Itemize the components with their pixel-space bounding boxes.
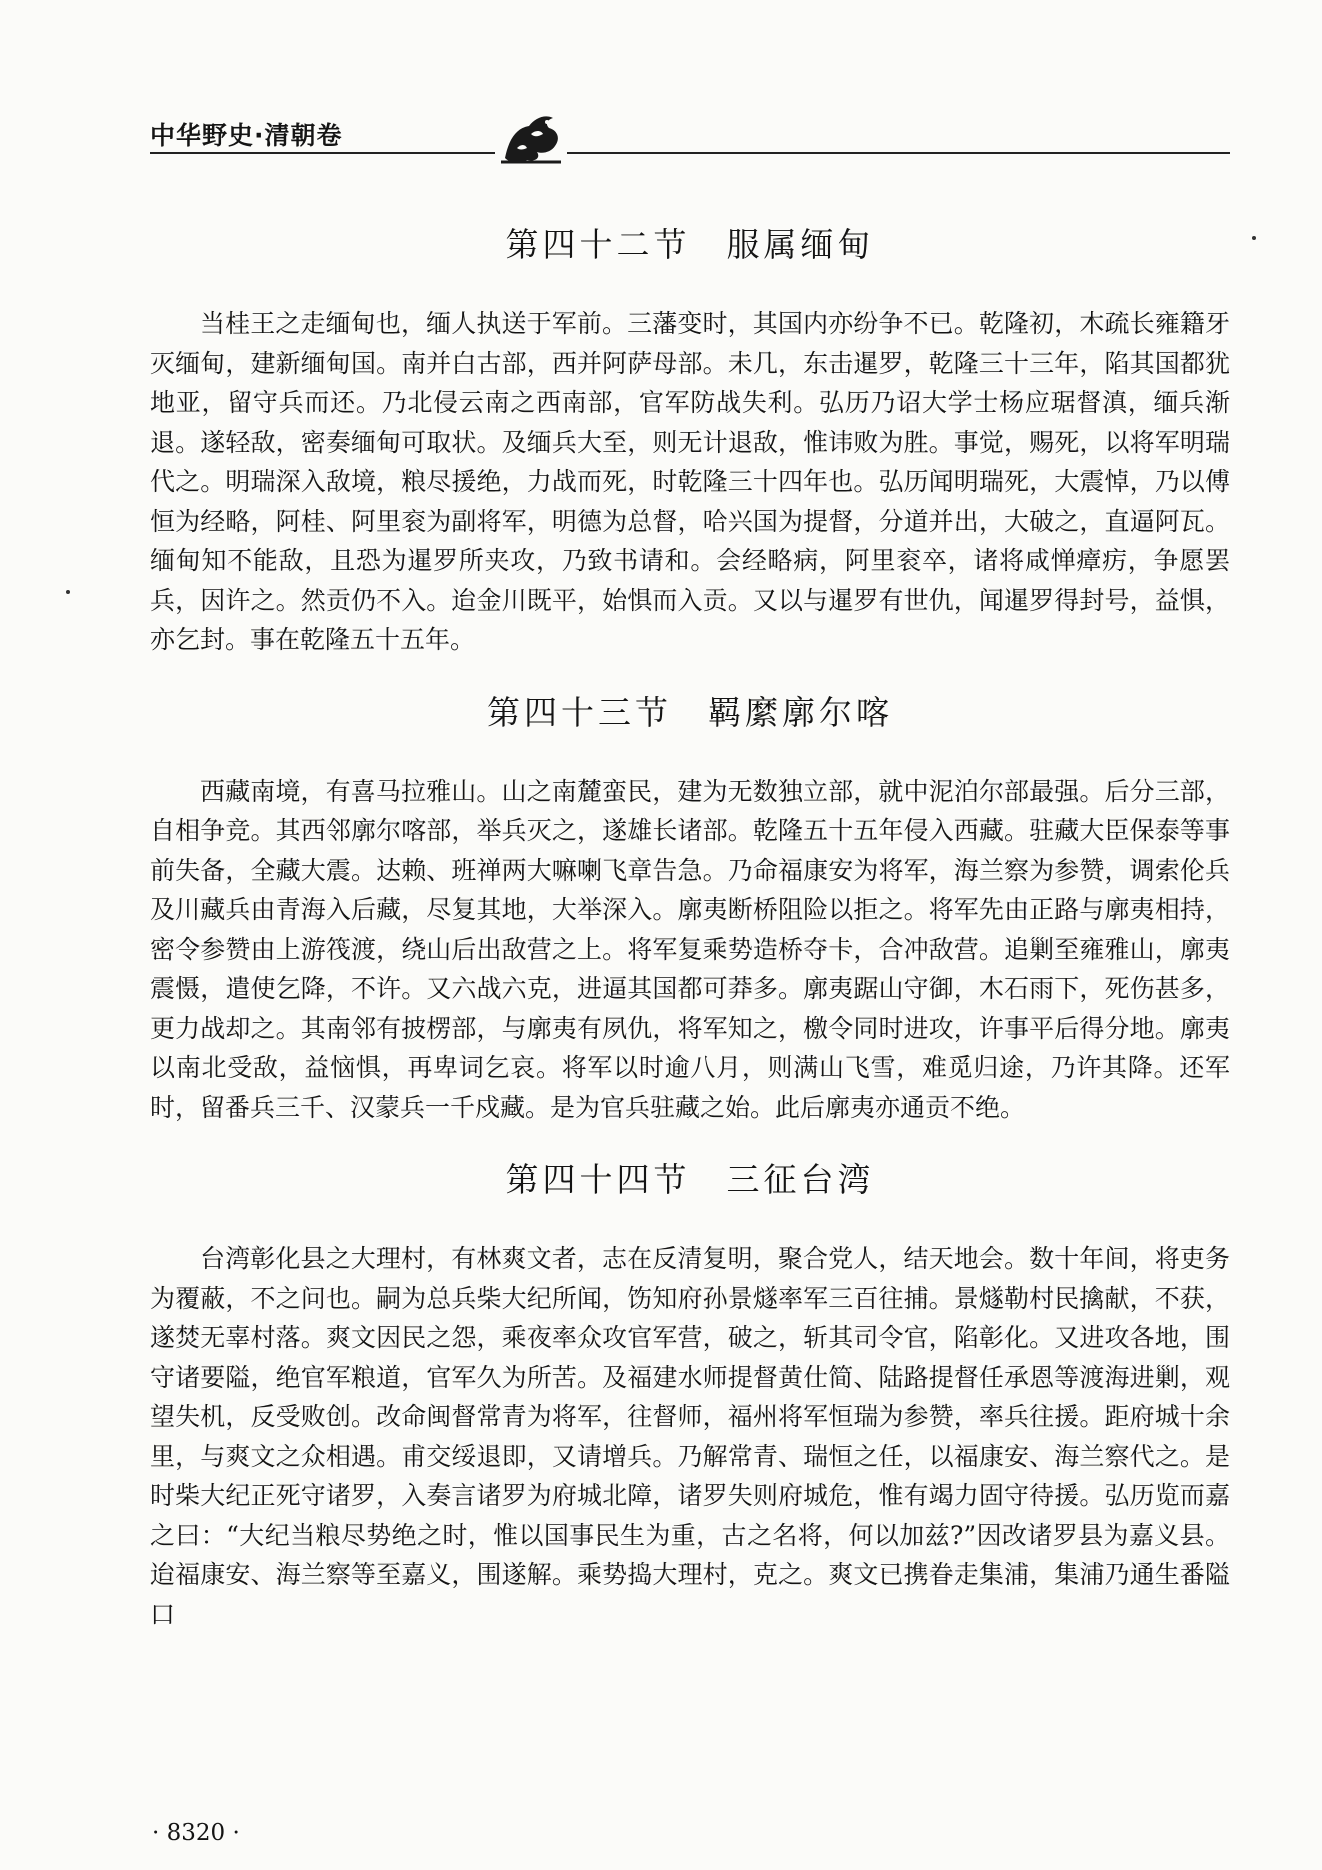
- section-44: [150, 1157, 1230, 1634]
- section-title: 三征台湾: [726, 1160, 875, 1199]
- dragon-emblem-icon: [495, 108, 567, 166]
- section-heading: [150, 690, 1230, 736]
- page-body: [150, 222, 1230, 1664]
- section-number: 第四十四节: [505, 1160, 691, 1199]
- section-43: [150, 690, 1230, 1128]
- section-paragraph: 台湾彰化县之大理村，有林爽文者，志在反清复明，聚合党人，结天地会。数十年间，将吏务为覆蔽，不之问也。嗣为总兵柴大纪所闻，饬知府孙景燧率军三百往捕。景燧勒村民擒献，不获，遂焚无辜村落。爽文因民之怨，乘夜率众攻官军营，破之，斩其司令官，陷彰化。又进攻各地，围守诸要隘，绝官军粮道，官军久为所苦。及福建水师提督黄仕简、陆路提督任承恩等渡海进剿，观望失机，反受败创。改命闽督常青为将军，往督师，福州将军恒瑞为参赞，率兵往援。距府城十余里，与爽文之众相遇。甫交绥退即，又请增兵。乃解常青、瑞恒之任，以福康安、海兰察代之。是时柴大纪正死守诸罗，入奏言诸罗为府城北障，诸罗失则府城危，惟有竭力固守待援。弘历览而嘉之曰：“大纪当粮尽势绝之时，惟以国事民生为重，古之名将，何以加兹?”因改诸罗县为嘉义县。迨福康安、海兰察等至嘉义，围遂解。乘势捣大理村，克之。爽文已携眷走集浦，集浦乃通生番隘口: [150, 1244, 1230, 1629]
- scan-speck: [66, 590, 70, 594]
- page-number: · 8320 ·: [152, 1820, 240, 1846]
- section-number: 第四十二节: [505, 225, 691, 264]
- section-heading: [150, 1157, 1230, 1203]
- header-rule: [150, 152, 1230, 154]
- running-header: [150, 110, 1230, 156]
- book-title: 中华野史·清朝卷: [150, 121, 343, 150]
- section-heading: [150, 222, 1230, 268]
- section-number: 第四十三节: [487, 692, 672, 732]
- section-42: [150, 222, 1230, 660]
- section-title: 羁縻廓尔喀: [708, 692, 893, 732]
- scan-speck: [1252, 236, 1256, 240]
- section-paragraph: 西藏南境，有喜马拉雅山。山之南麓蛮民，建为无数独立部，就中泥泊尔部最强。后分三部，自相争竞。其西邻廓尔喀部，举兵灭之，遂雄长诸部。乾隆五十五年侵入西藏。驻藏大臣保泰等事前失备，全藏大震。达赖、班禅两大嘛喇飞章告急。乃命福康安为将军，海兰察为参赞，调索伦兵及川藏兵由青海入后藏，尽复其地，大举深入。廓夷断桥阻险以拒之。将军先由正路与廓夷相持，密令参赞由上游筏渡，绕山后出敌营之上。将军复乘势造桥夺卡，合冲敌营。追剿至雍雅山，廓夷震慑，遣使乞降，不许。又六战六克，进逼其国都可莽多。廓夷踞山守御，木石雨下，死伤甚多，更力战却之。其南邻有披楞部，与廓夷有夙仇，将军知之，檄令同时进攻，许事平后得分地。廓夷以南北受敌，益恼惧，再卑词乞哀。将军以时逾八月，则满山飞雪，难觅归途，乃许其降。还军时，留番兵三千、汉蒙兵一千戍藏。是为官兵驻藏之始。此后廓夷亦通贡不绝。: [150, 776, 1230, 1122]
- section-paragraph: 当桂王之走缅甸也，缅人执送于军前。三藩变时，其国内亦纷争不已。乾隆初，木疏长雍籍牙灭缅甸，建新缅甸国。南并白古部，西并阿萨母部。未几，东击暹罗，乾隆三十三年，陷其国都犹地亚，留守兵而还。乃北侵云南之西南部，官军防战失利。弘历乃诏大学士杨应琚督滇，缅兵渐退。遂轻敌，密奏缅甸可取状。及缅兵大至，则无计退敌，惟讳败为胜。事觉，赐死，以将军明瑞代之。明瑞深入敌境，粮尽援绝，力战而死，时乾隆三十四年也。弘历闻明瑞死，大震悼，乃以傅恒为经略，阿桂、阿里衮为副将军，明德为总督，哈兴国为提督，分道并出，大破之，直逼阿瓦。缅甸知不能敌，且恐为暹罗所夹攻，乃致书请和。会经略病，阿里衮卒，诸将咸惮瘴疠，争愿罢兵，因许之。然贡仍不入。迨金川既平，始惧而入贡。又以与暹罗有世仇，闻暹罗得封号，益惧，亦乞封。事在乾隆五十五年。: [150, 309, 1230, 654]
- section-title: 服属缅甸: [726, 225, 875, 264]
